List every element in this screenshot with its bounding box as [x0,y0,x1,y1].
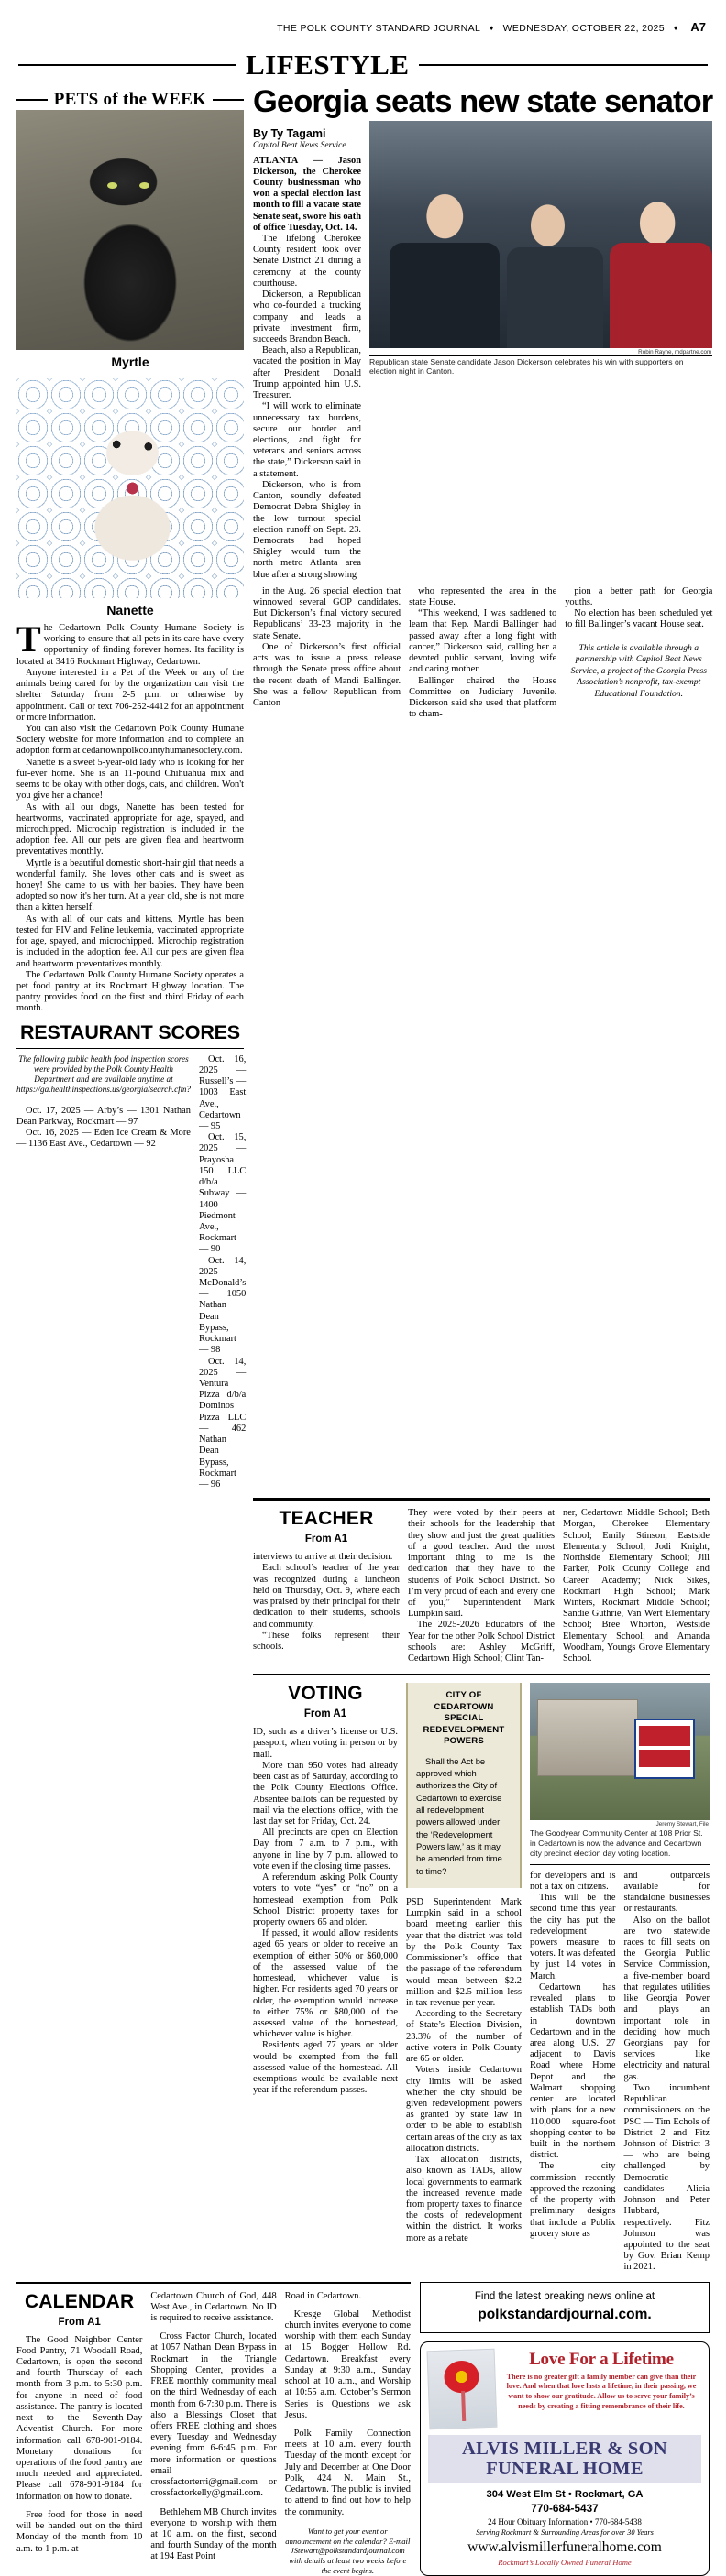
ads-column [420,2282,710,2576]
restaurant-score-item: Oct. 14, 2025 — McDonald’s — 1050 Nathan Dean Bypass, Rockmart — 98 [198,1255,247,1356]
calendar-section [16,2282,411,2576]
voting-photo-caption: The Goodyear Community Center at 108 Prior St. in Cedartown is now the advance and Cedartown city precinct election day voting location. [530,1828,703,1858]
masthead-date: WEDNESDAY, OCTOBER 22, 2025 [502,23,665,34]
ballot-box-title: CITY OF CEDARTOWN SPECIAL REDEVELOPMENT POWERS [423,1690,505,1747]
main-story-col4: pion a better path for Georgia youths. No election has been scheduled yet to fill Ballinger’s vacant House seat. This article is available through a partnership with Capitol Beat News Service, a project of the Georgia Press Association’s nonprofit, tax-exempt Educational Foundation. [565,585,713,699]
diamond-icon: ♦ [490,24,494,32]
main-story-col2: in the Aug. 26 special election that winnowed several GOP candidates. But Dickerson’s final victory secured Republicans’ 33-23 majority in the state Senate. One of Dickerson’s first official acts was to issue a press release through the Senate press office about the recent death of Mandi Ballinger. She was a fellow Republican from Canton [253,585,402,708]
byline-organization: Capitol Beat News Service [253,140,346,150]
restaurant-score-item: Oct. 14, 2025 — Ventura Pizza d/b/a Dominos Pizza LLC — 462 Nathan Dean Bypass, Rockmart — 96 [198,1356,247,1490]
voting-jump-line: From A1 [303,1708,347,1720]
voting-col3: for developers and is not a tax on citizens. This will be the second time this year the city has put the redevelopment powers measure to voters. It was defeated by just 14 votes in March. Cedartown has revealed plans to establish TADs both in downtown Cedartown and in the area along U.S. 27 adjacent to Davis Road where Home Depot and the Walmart shopping center are located with plans for a new 110,000 square-foot shopping center to be built in the northern district. The city commission recently approved the rezoning of the property with preliminary designs that include a Publix grocery store as [530,1870,616,2239]
teacher-top-rule [253,1498,710,1501]
ad-serving-line: Serving Rockmart & Surrounding Areas for over 30 Years [476,2527,654,2537]
ballot-box-text: Shall the Act be approved which authorizes the City of Cedartown to exercise all redevelopment powers allowed under the ‘Redevelopment Powers law,’ as it may be amended from time to time? [416,1755,502,1876]
voting-caption-rule [530,1864,710,1865]
main-headline: Georgia seats new state senator [253,84,713,119]
masthead-publication: THE POLK COUNTY STANDARD JOURNAL [277,23,481,34]
pets-rule-right [213,99,244,101]
restaurant-scores-rule [16,1048,244,1049]
restaurant-score-item: Oct. 17, 2025 — Arby’s — 1301 Nathan Dean Parkway, Rockmart — 97 [16,1105,191,1127]
restaurant-scores-title: RESTAURANT SCORES [20,1021,240,1043]
website-promo-box[interactable] [420,2282,710,2333]
restaurant-score-item: Oct. 16, 2025 — Eden Ice Cream & More — 1136 East Ave., Cedartown — 92 [16,1128,191,1150]
teacher-col3: ner, Cedartown Middle School; Beth Morgan, Cherokee Elementary School; Emily Stinson, Eastside Elementary School; Jodi Knight, Northside Elementary School; Jill Parker, Polk County College and Career Academy; Nick Sikes, Rockmart High School; Mark Winters, Rockmart Middle School; Sandie Guthrie, Van Wert Elementary School; Bree Whorton, Westside Elementary School; and Amanda Woodham, Youngs Grove Elementary School. [563,1508,710,1665]
voting-section-title: VOTING [288,1683,363,1705]
calendar-section-title: CALENDAR [24,2290,135,2312]
funeral-home-ad[interactable] [420,2341,710,2576]
pets-body: The Cedartown Polk County Humane Society is working to ensure that all pets in its care have every opportunity of finding forever homes. Its facility is located at 3416 Rockmart Highway, Cedartown. Anyone interested in a Pet of the Week or any of the animals being cared for by the organization can visit the shelter Saturday from 2-5 p.m. or otherwise by appointment. Call or text 706-252-4412 for an appointment or more information. You can also visit the Cedartown Polk County Humane Society website for more information and to complete an adoption form at cedartownpolkcountyhumanesociety.com. Nanette is a sweet 5-year-old lady who is looking for her fur-ever home. She is an 11-pound Chihuahua mix and seems to be okay with other dogs, cats, and children. Won't you give her a chance! As with all our dogs, Nanette has been tested for heartworms, vaccinated appropriate for age, spayed, and microchipped. Microchip registration is included in the adoption fee. All our pets are given flea and heartworm preventatives monthly. Myrtle is a beautiful domestic short-hair girl that needs a wonderful family. She loves other cats and is sweet as honey! She came to us with her babies. They have been adopted so now it's her turn. At a year old, she is not more than a kitten herself. As with all of our cats and kittens, Myrtle has been tested for FIV and Feline leukemia, vaccinated appropriate for age, spayed, and microchipped. Microchip registration is included in the adoption fee. All our pets are given flea and heartworm preventatives monthly. The Cedartown Polk County Humane Society operates a pet food pantry at its Rockmart Highway location. The pantry provides food on the first and third Friday of each month. [16,618,244,1014]
voting-right-column [530,1683,710,2273]
voting-location-photo [530,1683,710,1820]
calendar-top-rule [16,2282,411,2284]
promo-website-url[interactable]: polkstandardjournal.com. [478,2306,652,2322]
diamond-icon: ♦ [673,24,678,32]
mid-left-spacer [16,1498,244,1665]
pet-photo-dog [16,378,244,598]
main-story-col1: ATLANTA — Jason Dickerson, the Cherokee County businessman who won a special election last month to fill a vacate state Senate seat, swore his oath of office Tuesday, Oct. 14. The lifelong Cherokee County resident took over Senate District 21 during a ceremony at the county courthouse. Dickerson, a Republican who co-founded a trucking company and leads a private investment firm, succeeds Brandon Beach. Beach, also a Republican, vacated the position in May after President Donald Trump appointed him U.S. Treasurer. “I will work to eliminate unnecessary tax burdens, secure our border and elections, and fight for veterans and seniors across the state,” Dickerson said in a statement. Dickerson, who is from Canton, soundly defeated Democrat Debra Shigley in the low turnout special election runoff on Sept. 23. Democrats had hoped Shigley would turn the north metro Atlanta area blue after a strong showing [253,155,361,580]
section-banner [16,50,710,79]
section-title: LIFESTYLE [246,49,410,81]
calendar-col2: Cedartown Church of God, 448 West Ave., in Cedartown. No ID is required to receive assistance. Cross Factor Church, located at 1057 Nathan Dean Bypass in Rockmart in the Triangle Shopping Center, provides a FREE monthly community meal on the third Wednesday of each month from 6-7:30 p.m. There is also a Blessings Closet that offers FREE clothing and shoes every Tuesday and Wednesday evening from 6-6:45 p.m. For more information or questions email crossfactorterri@gmail.com or crossfactorkelly@gmail.com. Bethlehem MB Church invites everyone to worship with them at 10 a.m. on the first, second and fourth Sunday of the month at 194 East Point [150,2290,277,2562]
voting-top-rule [253,1674,710,1675]
voting-col4: and outparcels available for standalone businesses or restaurants. Also on the ballot are two statewide races to fill seats on the Georgia Public Service Commission, a five-member board that regulates utilities like Georgia Power and plays an important role in deciding how much Georgians pay for services like electricity and natural gas. Two incumbent Republican commissioners on the PSC — Tim Echols of District 2 and Fitz Johnson of District 3 — who are being challenged by Democratic candidates Alicia Johnson and Peter Hubbard, respectively. Fitz Johnson was appointed to the seat by Gov. Brian Kemp in 2021. [623,1870,710,2273]
main-photo-caption: Republican state Senate candidate Jason Dickerson celebrates his win with supporters on election night in Canton. [369,356,684,377]
funeral-home-name: ALVIS MILLER & SON FUNERAL HOME [428,2435,701,2483]
promo-line-1: Find the latest breaking news online at [474,2290,655,2302]
byline-author: By Ty Tagami [253,126,326,140]
restaurant-score-item: Oct. 15, 2025 — Prayosha 150 LLC d/b/a Subway — 1400 Piedmont Ave., Rockmart — 90 [198,1132,247,1255]
ad-phone[interactable]: 770-684-5437 [531,2501,599,2515]
page-number: A7 [690,20,706,34]
story-lead-in: ATLANTA — Jason Dickerson, the Cherokee County businessman who won a special election last month to fill a vacate state Senate seat, swore his oath of office Tuesday, Oct. 14. [253,155,361,233]
restaurant-scores-columns [16,1053,247,1491]
calendar-jump-line: From A1 [58,2316,101,2328]
calendar-submission-note: Want to get your event or announcement on the calendar? E-mail JStewart@polkstandardjournal.com with details at least two weeks before the event begins. [285,2526,411,2575]
ad-website[interactable]: www.alvismillerfuneralhome.com [468,2538,662,2555]
masthead [16,20,710,38]
restaurant-scores-note: The following public health food inspection scores were provided by the Polk County Health Department and are available anytime at https://ga.healthinspections.us/georgia/search.cfm? [16,1053,191,1094]
pets-column [16,84,247,1490]
ad-copy: There is no greater gift a family member can give than their love. And when that love lasts a lifetime, in their passing, we want to show our gratitude. Allow us to serve your family’s needs by creating a fitting remembrance of their life. [506,2372,697,2410]
teacher-section-title: TEACHER [279,1508,374,1530]
ad-address: 304 West Elm St • Rockmart, GA [486,2488,644,2500]
ad-obituary-line: 24 Hour Obituary Information • 770-684-5438 [488,2516,642,2527]
voting-middle-column [406,1683,522,2273]
ad-headline: Love For a Lifetime [529,2349,674,2369]
voting-photo-credit: Jeremy Stewart, File [655,1821,709,1828]
pets-title: PETS of the WEEK [53,90,207,109]
teacher-jump-line: From A1 [304,1534,348,1545]
calendar-col1: CALENDAR From A1 The Good Neighbor Center Food Pantry, 71 Woodall Road, Cedartown, is open the second and fourth Thursday of each month from 3 p.m. to 5:30 p.m. for anyone in need of food assistance. The pantry is located next to the Seventh-Day Adventist Church. For more information call 678-901-9184. Monetary donations for operations of the food pantry are much needed and appreciated. Please call 678-901-9184 for information on how to donate. Free food for those in need will be handed out on the third Monday of the month from 10 a.m. to 1 p.m. at [16,2290,143,2554]
pet-photo-cat [16,110,244,350]
banner-rule-right [419,64,708,66]
main-news-photo [369,121,712,348]
main-story-italic-note: This article is available through a partnership with Capitol Beat News Service, a project of the Georgia Press Association’s nonprofit, tax-exempt Educational Foundation. [570,642,707,699]
pet-name-cat: Myrtle [111,355,149,369]
flower-photo [427,2348,498,2429]
voting-col1: VOTING From A1 ID, such as a driver’s license or U.S. passport, when voting in person or by mail. More than 950 votes had already been cast as of Saturday, according to the Polk County Elections Office. Absentee ballots can be requested by mail via the elections office, with the last day set for Friday, Oct. 24. All precincts are open on Election Day from 7 a.m. to 7 p.m., with anyone in line by 7 p.m. allowed to vote even if the closing time passes. A referendum asking Polk County voters to vote “yes” or “no” on a homestead exemption from Polk School District property taxes for property owners 65 and older. If passed, it would allow residents aged 65 years or older to receive an exemption of either 50% or $60,000 of the assessed value of the homestead, whichever value is higher. For residents aged 70 years or older, the exemption would increase to either 75% or $80,000 of the assessed value of the homestead, whichever value is higher. Residents aged 77 years or older would be exempted from the full assessed value of the homestead. All exemptions would be available next year if the referendum passes. [253,1683,398,2096]
pets-header [16,90,244,110]
pets-rule-left [16,99,48,101]
teacher-col1: TEACHER From A1 interviews to arrive at their decision. Each school’s teacher of the year was recognized during a luncheon held on Thursday, Oct. 9, where each was praised by their principal for their dedication to their students, schools and community. “These folks represent their schools. [253,1508,400,1652]
ballot-question-box [406,1683,522,1888]
voting-col2: PSD Superintendent Mark Lumpkin said in a school board meeting earlier this year that the district was told by the Polk County Tax Commissioner’s office that the passage of the referendum would mean between $2.2 million and $2.5 million less in tax revenue per year. According to the Secretary of State’s Election Division, 23.3% of the number of active voters in Polk County are 65 or older. Voters inside Cedartown city limits will be asked whether the city should be given redevelopment powers as granted by state law in order to be able to establish certain areas of the city as tax allocation districts. Tax allocation districts, also known as TADs, allow local governments to earmark the increased revenue made from property taxes to finance the costs of redevelopment within the district. It works more as a rebate [406,1897,522,2243]
teacher-col2: They were voted by their peers at their schools for the leadership that they show and just the great qualities of a good teacher. And the most important thing to me is the dedication that they have to the students of Polk School District. So I’m very proud of each and every one of you,” Superintendent Mark Lumpkin said. The 2025-2026 Educators of the Year for the other Polk School District schools are: Ashley McGriff, Cedartown High School; Clint Tan- [408,1508,555,1665]
banner-rule-left [18,64,236,66]
pet-name-dog: Nanette [106,603,154,617]
main-photo-credit: Robin Rayne, mdpartne.com [638,348,712,355]
main-story-col3: who represented the area in the state House. “This weekend, I was saddened to learn that Rep. Mandi Ballinger had passed away after a long fight with cancer,” Dickerson said, calling her a devoted public servant, loving wife and caring mother. Ballinger chaired the House Committee on Judiciary Juvenile. Dickerson said she used that platform to cham- [409,585,557,720]
ad-tagline: Rockmart’s Locally Owned Funeral Home [498,2557,632,2567]
calendar-col3: Road in Cedartown. Kresge Global Methodist church invites everyone to come worship with them each Sunday at 15 Bogger Hollow Rd. Cedartown. Breakfast every Sunday at 9:30 a.m., Sunday school at 10 a.m., and Worship at 10:55 a.m. October’s Sermon Series is Questions we ask Jesus. Polk Family Connection meets at 10 a.m. every fourth Tuesday of the month except for July and December at One Door Polk, 424 N. Main St., Cedartown. The public is invited to attend to find out how to help the community. Want to get your event or announcement on the calendar? E-mail JStewart@polkstandardjournal.com with details at least two weeks before the event begins. [284,2290,411,2575]
restaurant-score-item: Oct. 16, 2025 — Russell’s — 1003 East Ave., Cedartown — 95 [198,1053,247,1131]
main-story [253,84,712,1490]
